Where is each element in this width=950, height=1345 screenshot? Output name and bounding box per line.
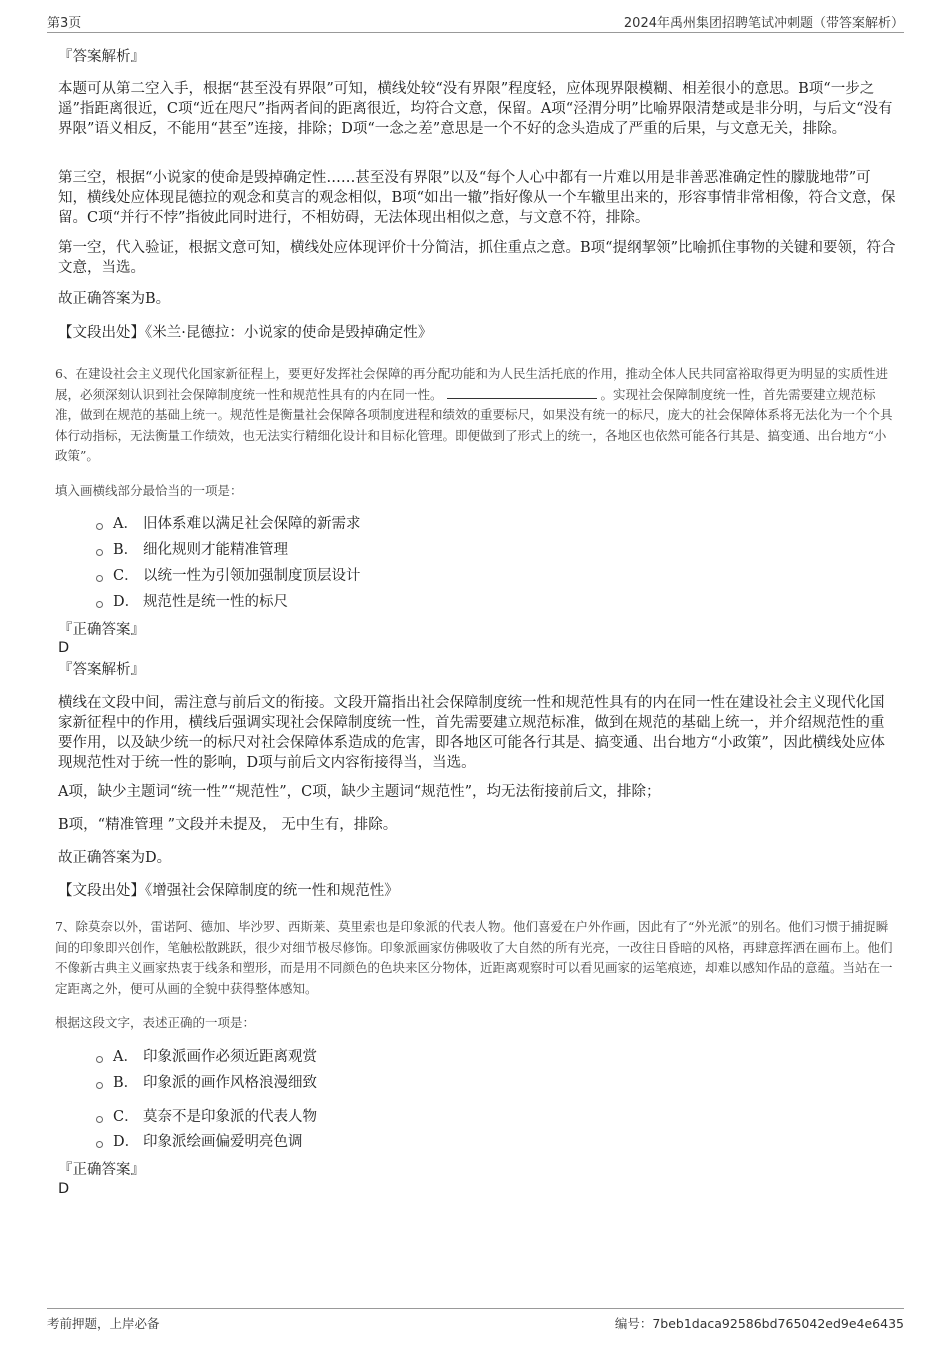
q7-stem: 7、除莫奈以外，雷诺阿、德加、毕沙罗、西斯莱、莫里索也是印象派的代表人物。他们喜爱在户外作画，因此有了“外光派”的别名。他们习惯于捕捉瞬间的印象即兴创作，笔触松散跳跃，很少对细节极尽修饰。印象派画家仿佛吸收了大自然的所有光亮，一改往日昏暗的风格，再肆意挥洒在画布上。他们不像新古典主义画家热衷于线条和塑形，而是用不同颜色的色块来区分物体，近距离观察时可以看见画家的运笔痕迹，却难以感知作品的意蕴。当站在一定距离之外，便可从画的全貌中获得整体感知。 [55, 919, 893, 996]
radio-icon[interactable] [96, 1116, 103, 1123]
document-code: 编号：7beb1daca92586bd765042ed9e4e6435 [614, 1316, 904, 1331]
q5-conclusion: 故正确答案为B。 [58, 291, 171, 307]
page-number: 第3页 [47, 16, 82, 31]
q6-conclusion: 故正确答案为D。 [58, 850, 172, 866]
q7-answer-label: 『正确答案』 [58, 1162, 145, 1178]
q5-source: 【文段出处】《米兰·昆德拉：小说家的使命是毁掉确定性》 [58, 325, 433, 341]
radio-icon[interactable] [96, 1082, 103, 1089]
q6-answer: D [58, 640, 70, 656]
q7-option-d[interactable]: D． 印象派绘画偏爱明亮色调 [96, 1132, 303, 1152]
q7-prompt: 根据这段文字，表述正确的一项是： [55, 1015, 256, 1030]
q6-option-a[interactable]: A． 旧体系难以满足社会保障的新需求 [96, 514, 361, 534]
q6-analysis-p1: 横线在文段中间，需注意与前后文的衔接。文段开篇指出社会保障制度统一性和规范性具有的内在同一性在建设社会主义现代化国家新征程中的作用，横线后强调实现社会保障制度统一性，首先需要建立规范标准，做到在规范的基础上统一，并介绍规范性的重要作用，以及缺少统一的标尺对社会保障体系造成的危害，即各地区可能各行其是、搞变通、出台地方“小政策”，因此横线处应体现规范性对于统一性的影响，D项与前后文内容衔接得当，当选。 [58, 695, 885, 771]
radio-icon[interactable] [96, 549, 103, 556]
q6-option-b[interactable]: B． 细化规则才能精准管理 [96, 540, 288, 560]
radio-icon[interactable] [96, 1056, 103, 1063]
radio-icon[interactable] [96, 601, 103, 608]
q6-option-d[interactable]: D． 规范性是统一性的标尺 [96, 592, 288, 612]
q7-option-b[interactable]: B． 印象派的画作风格浪漫细致 [96, 1073, 317, 1093]
q6-answer-label: 『正确答案』 [58, 622, 145, 638]
answer-blank [447, 385, 597, 399]
q5-analysis-p1: 本题可从第二空入手，根据“甚至没有界限”可知，横线处较“没有界限”程度轻，应体现界限模糊、相差很小的意思。B项“一步之遥”指距离很近，C项“近在咫尺”指两者间的距离很近，均符合文意，保留。A项“泾渭分明”比喻界限清楚或是非分明，与后文“没有界限”语义相反，不能用“甚至”连接，排除；D项“一念之差”意思是一个不好的念头造成了严重的后果，与文意无关，排除。 [58, 81, 893, 137]
radio-icon[interactable] [96, 575, 103, 582]
q7-option-c[interactable]: C． 莫奈不是印象派的代表人物 [96, 1107, 317, 1127]
q6-analysis-label: 『答案解析』 [58, 662, 145, 678]
q6-source: 【文段出处】《增强社会保障制度的统一性和规范性》 [58, 883, 399, 899]
q7-option-a[interactable]: A． 印象派画作必须近距离观赏 [96, 1047, 317, 1067]
page-header [47, 12, 904, 33]
footer-slogan: 考前押题，上岸必备 [47, 1316, 160, 1331]
radio-icon[interactable] [96, 523, 103, 530]
q6-stem: 6、在建设社会主义现代化国家新征程上，要更好发挥社会保障的再分配功能和为人民生活托底的作用，推动全体人民共同富裕取得更为明显的实质性进展，必须深刻认识到社会保障制度统一性和规范性具有的内在同一性。 。实现社会保障制度统一性，首先需要建立规范标准，做到在规范的基础上统一。规范性是衡量社会保障各项制度进程和绩效的重要标尺，如果没有统一的标尺，庞大的社会保障体系将无法化为一个个具体行动指标，无法衡量工作绩效，也无法实行精细化设计和目标化管理。即便做到了形式上的统一，各地区也依然可能各行其是、搞变通、出台地方“小政策”。 [55, 366, 893, 463]
q6-analysis-p2: A项，缺少主题词“统一性”“规范性”，C项，缺少主题词“规范性”，均无法衔接前后文，排除； [58, 784, 661, 800]
q6-analysis-p3: B项，“精准管理 ”文段并未提及， 无中生有，排除。 [58, 817, 398, 833]
document-title: 2024年禹州集团招聘笔试冲刺题（带答案解析） [623, 16, 904, 31]
q5-analysis-p3: 第一空，代入验证，根据文意可知，横线处应体现评价十分简洁，抓住重点之意。B项“提纲挈领”比喻抓住事物的关键和要领，符合文意，当选。 [58, 240, 896, 276]
q6-option-c[interactable]: C． 以统一性为引领加强制度顶层设计 [96, 566, 361, 586]
q7-answer: D [58, 1181, 70, 1197]
q6-prompt: 填入画横线部分最恰当的一项是： [55, 483, 243, 498]
q5-analysis-p2: 第三空，根据“小说家的使命是毁掉确定性……甚至没有界限”以及“每个人心中都有一片难以用是非善恶准确定性的朦胧地带”可知，横线处应体现昆德拉的观念和莫言的观念相似，B项“如出一辙”指好像从一个车辙里出来的，形容事情非常相像，符合文意，保留。C项“并行不悖”指彼此同时进行，不相妨碍，无法体现出相似之意，与文意不符，排除。 [58, 170, 896, 226]
q5-analysis-label: 『答案解析』 [58, 49, 145, 65]
radio-icon[interactable] [96, 1141, 103, 1148]
page-footer [47, 1308, 904, 1342]
